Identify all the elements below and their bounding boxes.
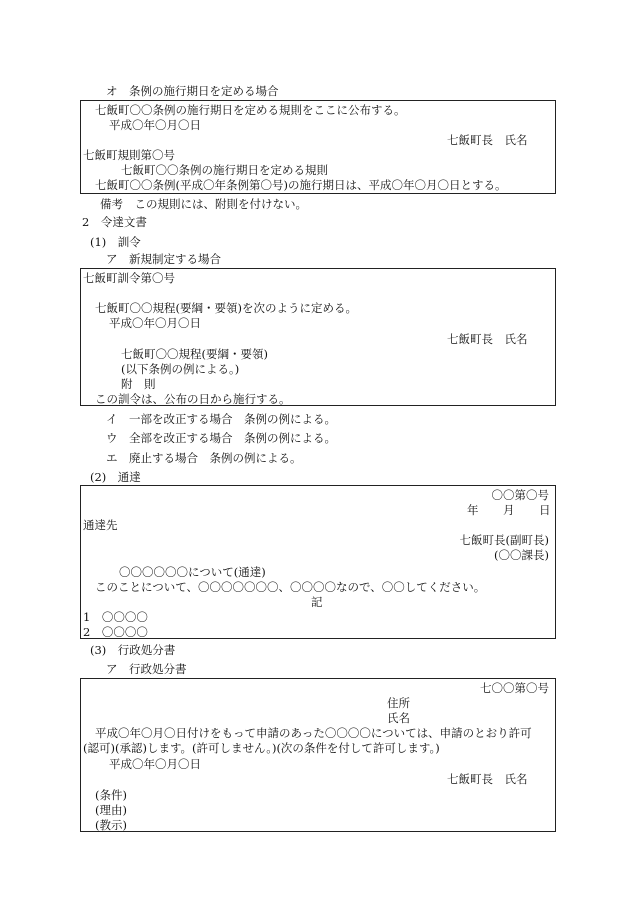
notice-item-2: 2 〇〇〇〇 — [83, 625, 148, 639]
notice-title: 〇〇〇〇〇〇について(通達) — [119, 565, 266, 579]
instruction-text: 七飯町〇〇規程(要綱・要領)を次のように定める。 — [95, 301, 357, 315]
rule-number: 七飯町規則第〇号 — [83, 148, 175, 162]
item-e: エ 廃止する場合 条例の例による。 — [106, 451, 302, 465]
heading-o: オ 条例の施行期日を定める場合 — [106, 84, 279, 98]
note-text: 備考 この規則には、附則を付けない。 — [100, 197, 307, 211]
applicant-name-label: 氏名 — [387, 711, 410, 725]
sub-1a-heading: ア 新規制定する場合 — [106, 252, 221, 266]
notice-recipient: 通達先 — [83, 518, 118, 532]
mayor-signature: 七飯町長 氏名 — [447, 772, 528, 786]
mayor-signature: 七飯町長 氏名 — [447, 332, 528, 346]
disposition-body-2: (認可)(承認)します。(許可しません。)(次の条件を付して許可します。) — [83, 741, 440, 755]
notice-number: 〇〇第〇号 — [491, 488, 549, 502]
promulgation-text: 七飯町〇〇条例の施行期日を定める規則をここに公布する。 — [95, 103, 406, 117]
sub-3a-heading: ア 行政処分書 — [106, 662, 187, 676]
conditions-label: (条件) — [95, 788, 127, 802]
box-instruction — [80, 268, 556, 406]
rule-body: 七飯町〇〇条例(平成〇年条例第〇号)の施行期日は、平成〇年〇月〇日とする。 — [95, 178, 507, 192]
date-line: 平成〇年〇月〇日 — [109, 118, 201, 132]
regulation-title: 七飯町〇〇規程(要綱・要領) — [121, 347, 268, 361]
disposition-body-1: 平成〇年〇月〇日付けをもって申請のあった〇〇〇〇については、申請のとおり許可 — [95, 726, 532, 740]
notice-month: 月 — [503, 503, 515, 517]
supplementary-heading: 附 則 — [121, 377, 156, 391]
box-rule-enforcement — [80, 100, 556, 194]
rule-title: 七飯町〇〇条例の施行期日を定める規則 — [121, 163, 328, 177]
sub-2-heading: (2) 通達 — [90, 470, 141, 484]
notice-body: このことについて、〇〇〇〇〇〇〇、〇〇〇〇なので、〇〇してください。 — [95, 580, 486, 594]
sub-1-heading: (1) 訓令 — [90, 235, 141, 249]
box-administrative-disposition — [80, 678, 556, 832]
date-line: 平成〇年〇月〇日 — [109, 316, 201, 330]
notice-sender: 七飯町長(副町長) — [459, 533, 549, 547]
regulation-note: (以下条例の例による。) — [121, 362, 240, 376]
notice-item-1: 1 〇〇〇〇 — [83, 610, 148, 624]
notice-sender-alt: (〇〇課長) — [494, 548, 549, 562]
supplementary-text: この訓令は、公布の日から施行する。 — [95, 392, 291, 406]
reason-label: (理由) — [95, 803, 127, 817]
sub-3-heading: (3) 行政処分書 — [90, 643, 176, 657]
section-2-heading: 2 令達文書 — [82, 215, 147, 229]
box-notice — [80, 485, 556, 639]
notice-day: 日 — [539, 503, 551, 517]
instruction-label: (教示) — [95, 818, 127, 832]
disposition-number: 七〇〇第〇号 — [480, 681, 549, 695]
applicant-address-label: 住所 — [387, 696, 410, 710]
item-u: ウ 全部を改正する場合 条例の例による。 — [106, 431, 336, 445]
date-line: 平成〇年〇月〇日 — [109, 757, 201, 771]
instruction-number: 七飯町訓令第〇号 — [83, 271, 175, 285]
item-i: イ 一部を改正する場合 条例の例による。 — [106, 412, 336, 426]
mayor-signature: 七飯町長 氏名 — [447, 133, 528, 147]
notice-year: 年 — [467, 503, 479, 517]
notice-ki: 記 — [311, 595, 323, 609]
